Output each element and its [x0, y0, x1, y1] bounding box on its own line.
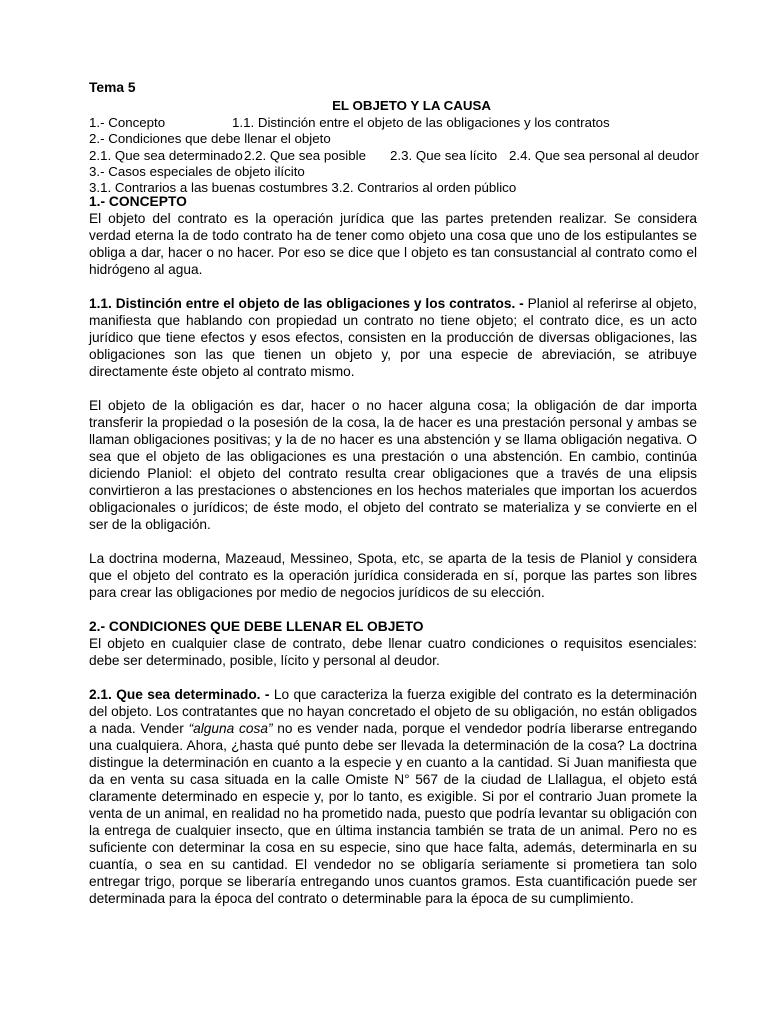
toc-item-contrarios: 3.1. Contrarios a las buenas costumbres 3.2. Contrarios al orden público — [89, 180, 517, 196]
paragraph-determinado-text-b: no es vender nada, porque el vendedor podría liberarse entregando una cualquiera. Ahora, ¿hasta qué punto debe ser llevada la determinación de la cosa? La doctrina distingue la determinación en cuanto a la especie y en cuanto a la cantidad. Si Juan manifiesta que da en venta su casa situada en la calle Omiste N° 567 de la ciudad de Llallagua, el objeto está claramente determinado en especie y, por lo tanto, es exigible. Si por el contrario Juan promete la venta de un animal, en realidad no ha prometido nada, puesto que podría levantar su obligación con la entrega de cualquier insecto, que en última instancia también se trata de un animal. Pero no es suficiente con determinar la cosa en su especie, sino que hace falta, además, determinarla en su cuantía, o sea en su cantidad. El vendedor no se obligaría seriamente si prometiera tan solo entregar trigo, porque se liberaría entregando unos cuantos gramos. Esta cuantificación puede ser determinada para la época del contrato o determinable para la época de su cumplimiento. — [89, 721, 698, 906]
paragraph-objeto-obligacion: El objeto de la obligación es dar, hacer o no hacer alguna cosa; la obligación de dar importa transferir la propiedad o la posesión de la cosa, la de hacer es una prestación personal y ambas se llaman obligaciones positivas; y la de no hacer es una abstención y se llama obligación negativa. O sea que el objeto de las obligaciones es una prestación o una abstención. En cambio, continúa diciendo Planiol: el objeto del contrato resulta crear obligaciones que a través de una elipsis convirtieron a las prestaciones o abstenciones en los hechos materiales que importan los acuerdos obligacionales o jurídicos; de éste modo, el objeto del contrato se materializa y se convierte en el ser de la obligación. — [89, 398, 697, 532]
paragraph-distincion-text: Planiol al referirse al objeto, manifiesta que hablando con propiedad un contrato no tiene objeto; el contrato dice, es un acto jurídico que tiene efectos y esos efectos, consisten en la producción de diversas obligaciones, las obligaciones son las que tienen un objeto y, por una especie de abreviación, se atribuye directamente éste objeto al contrato mismo. — [89, 296, 697, 379]
toc-item-concepto: 1.- Concepto — [89, 115, 166, 130]
toc-item-determinado: 2.1. Que sea determinado — [89, 147, 243, 163]
toc-line-3 — [89, 148, 699, 164]
spacer — [89, 601, 697, 618]
toc-item-condiciones: 2.- Condiciones que debe llenar el objeto — [89, 131, 331, 147]
spacer — [89, 380, 697, 397]
topic-label: Tema 5 — [89, 80, 136, 95]
toc-line-2 — [89, 131, 699, 147]
toc-item-licito: 2.3. Que sea lícito — [390, 147, 498, 163]
toc-line-1 — [89, 115, 699, 131]
paragraph-concepto: El objeto del contrato es la operación jurídica que las partes pretenden realizar. Se considera verdad eterna la de todo contrato ha de tener como objeto una cosa que uno de los estipulantes se obliga a dar, hacer o no hacer. Por eso se dice que l objeto es tan consustancial al contrato como el hidrógeno al agua. — [89, 211, 697, 277]
section-heading-determinado: 2.1. Que sea determinado. - — [89, 687, 270, 702]
document-title: EL OBJETO Y LA CAUSA — [332, 98, 491, 113]
paragraph-determinado — [89, 686, 697, 907]
toc-item-casos: 3.- Casos especiales de objeto ilícito — [89, 163, 305, 179]
quoted-phrase: “alguna cosa” — [188, 721, 273, 736]
section-heading-distincion: 1.1. Distinción entre el objeto de las obligaciones y los contratos. - — [89, 296, 524, 311]
paragraph-doctrina-moderna: La doctrina moderna, Mazeaud, Messineo, Spota, etc, se aparta de la tesis de Planiol y considera que el objeto del contrato es la operación jurídica considerada en sí, porque las partes son libres para crear las obligaciones por medio de negocios jurídicos de su elección. — [89, 551, 697, 600]
toc-item-personal: 2.4. Que sea personal al deudor — [509, 147, 699, 163]
toc-line-4 — [89, 164, 699, 180]
document-body — [89, 193, 697, 907]
paragraph-determinado-text-a: Lo que caracteriza la fuerza exigible del contrato es la determinación del objeto. Los contratantes que no hayan concretado el objeto de su obligación, no están obligados a nada. Vender — [89, 687, 697, 736]
spacer — [89, 278, 697, 295]
paragraph-distincion — [89, 295, 697, 380]
section-heading-condiciones: 2.- CONDICIONES QUE DEBE LLENAR EL OBJETO — [89, 619, 424, 634]
table-of-contents — [89, 80, 699, 196]
spacer — [89, 669, 697, 686]
paragraph-condiciones: El objeto en cualquier clase de contrato, debe llenar cuatro condiciones o requisitos esenciales: debe ser determinado, posible, lícito y personal al deudor. — [89, 636, 697, 668]
toc-item-distincion: 1.1. Distinción entre el objeto de las obligaciones y los contratos — [232, 115, 610, 130]
toc-item-posible: 2.2. Que sea posible — [244, 147, 366, 163]
section-heading-concepto: 1.- CONCEPTO — [89, 194, 187, 209]
spacer — [89, 533, 697, 550]
